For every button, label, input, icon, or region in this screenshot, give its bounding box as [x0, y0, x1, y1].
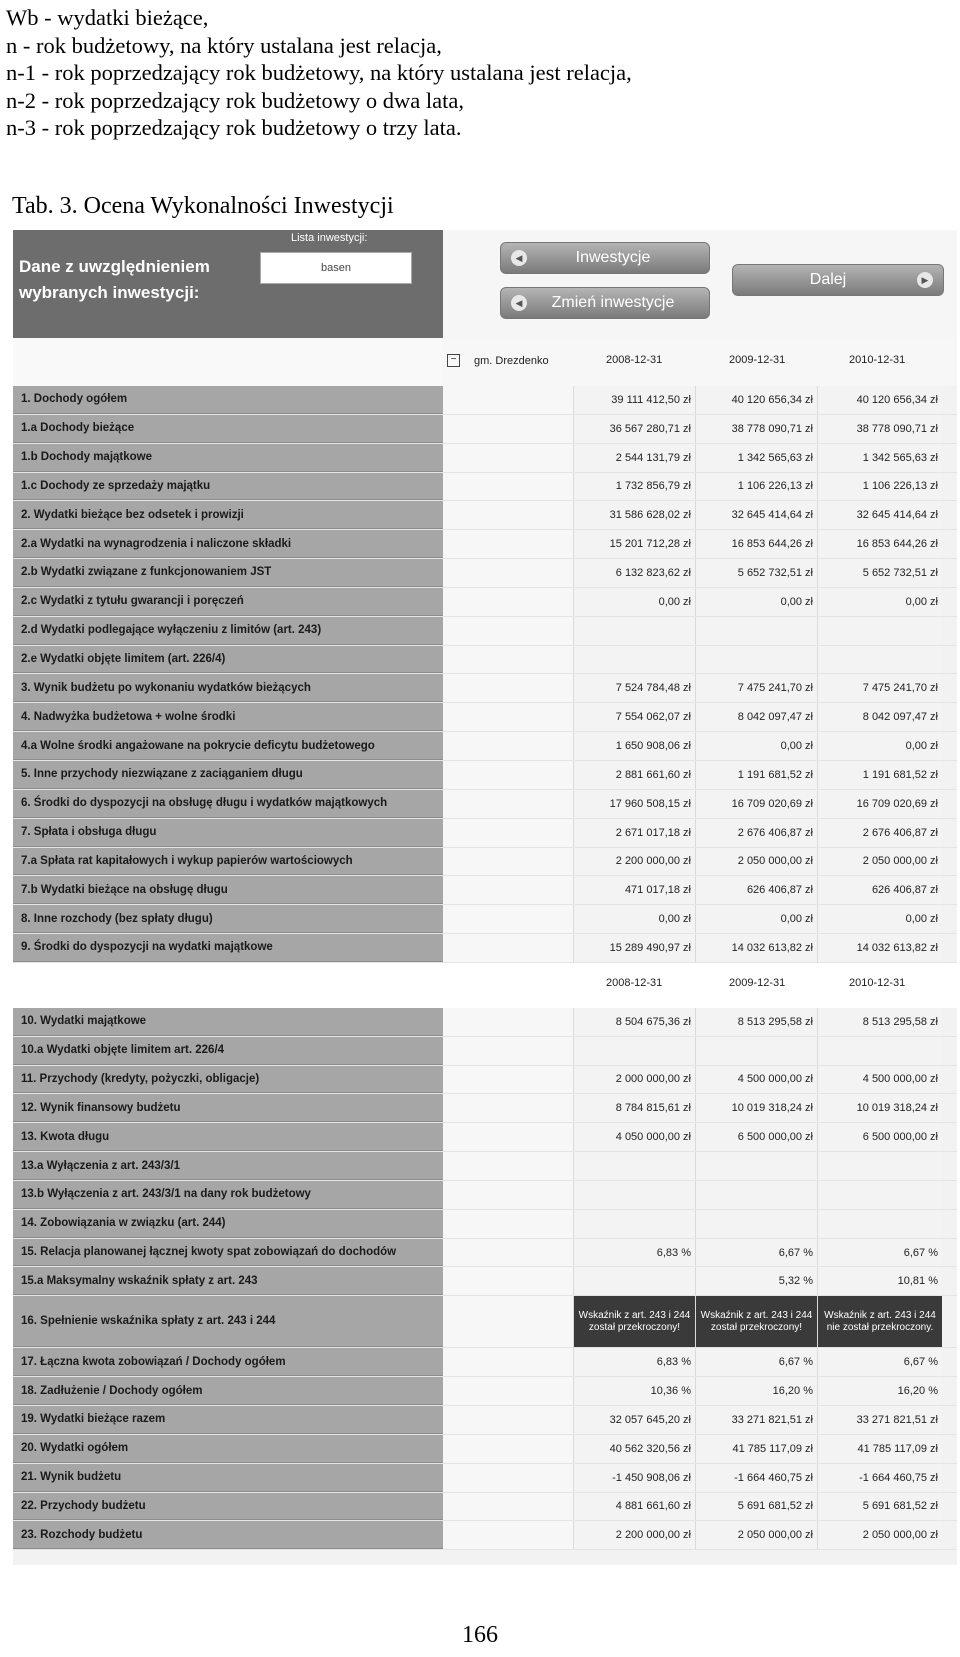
table-row: [13, 588, 957, 617]
date-header: 2009-12-31: [729, 354, 786, 366]
row-value: [573, 646, 695, 674]
table-row: [13, 530, 957, 559]
row-value: 6 500 000,00 zł: [817, 1123, 942, 1151]
row-value: 5 691 681,52 zł: [817, 1493, 942, 1521]
table-row: [13, 1464, 957, 1493]
table-row: [13, 1239, 957, 1268]
row-value: 10,81 %: [817, 1267, 942, 1295]
table-row: [13, 761, 957, 790]
panel-title: Dane z uwzględnieniem wybranych inwestycji:: [19, 257, 210, 302]
row-label: 7.a Spłata rat kapitałowych i wykup papierów wartościowych: [13, 848, 443, 876]
table-row: [13, 1152, 957, 1181]
row-value: 16 709 020,69 zł: [695, 790, 817, 818]
row-value: [695, 617, 817, 645]
row-value: [817, 617, 942, 645]
row-value: 10 019 318,24 zł: [695, 1094, 817, 1122]
intro-line: n-2 - rok poprzedzający rok budżetowy o dwa lata,: [6, 87, 464, 113]
row-value: 14 032 613,82 zł: [817, 934, 942, 962]
row-label: 9. Środki do dyspozycji na wydatki majątkowe: [13, 934, 443, 962]
row-value: 5 652 732,51 zł: [817, 559, 942, 587]
next-button-label: Dalej: [809, 271, 847, 288]
row-value: 5 691 681,52 zł: [695, 1493, 817, 1521]
table-row: [13, 1267, 957, 1296]
row-value: 8 784 815,61 zł: [573, 1094, 695, 1122]
row-value: 16 853 644,26 zł: [695, 530, 817, 558]
row-value: 4 050 000,00 zł: [573, 1123, 695, 1151]
date-header: 2009-12-31: [729, 976, 786, 989]
date-header: 2008-12-31: [606, 354, 663, 366]
table-row: [13, 674, 957, 703]
row-value: [695, 1152, 817, 1180]
row-value: 8 513 295,58 zł: [817, 1008, 942, 1036]
row-value: 2 881 661,60 zł: [573, 761, 695, 789]
row-label: 12. Wynik finansowy budżetu: [13, 1094, 443, 1122]
table-subheader: [13, 963, 957, 1008]
row-value: 38 778 090,71 zł: [695, 415, 817, 443]
row-label: 1.a Dochody bieżące: [13, 415, 443, 443]
row-value: 8 513 295,58 zł: [695, 1008, 817, 1036]
intro-line: n - rok budżetowy, na który ustalana jest relacja,: [6, 32, 442, 58]
row-value: [573, 1181, 695, 1209]
row-value: 626 406,87 zł: [817, 876, 942, 904]
row-value: 626 406,87 zł: [695, 876, 817, 904]
table-row: [13, 790, 957, 819]
row-value: [817, 1152, 942, 1180]
intro-line: n-3 - rok poprzedzający rok budżetowy o trzy lata.: [6, 115, 462, 140]
row-value: 39 111 412,50 zł: [573, 386, 695, 414]
row-label: 16. Spełnienie wskaźnika spłaty z art. 243 i 244: [13, 1296, 443, 1347]
rows-group-summary: [13, 1348, 957, 1550]
date-header: 2010-12-31: [849, 354, 906, 366]
row-value: 0,00 zł: [695, 732, 817, 760]
row-value: 40 120 656,34 zł: [695, 386, 817, 414]
table-row: [13, 1406, 957, 1435]
row-label: 2.b Wydatki związane z funkcjonowaniem JST: [13, 559, 443, 587]
row-value: 16,20 %: [817, 1377, 942, 1405]
row-value: 15 289 490,97 zł: [573, 934, 695, 962]
table-row: [13, 1377, 957, 1406]
row-value: [817, 1210, 942, 1238]
investments-button[interactable]: [500, 242, 710, 274]
row-value: 10,36 %: [573, 1377, 695, 1405]
intro-text: [6, 4, 906, 142]
row-label: 7. Spłata i obsługa długu: [13, 819, 443, 847]
row-value: 40 120 656,34 zł: [817, 386, 942, 414]
row-value: 2 050 000,00 zł: [817, 1521, 942, 1549]
row-value: 36 567 280,71 zł: [573, 415, 695, 443]
date-header: 2008-12-31: [606, 976, 663, 989]
row-value: 1 342 565,63 zł: [817, 444, 942, 472]
date-header: 2010-12-31: [849, 976, 906, 989]
table-row: [13, 1008, 957, 1037]
row-value: 16 709 020,69 zł: [817, 790, 942, 818]
row-value: 33 271 821,51 zł: [817, 1406, 942, 1434]
row-value: 2 050 000,00 zł: [695, 1521, 817, 1549]
row-label: 19. Wydatki bieżące razem: [13, 1406, 443, 1434]
table-row: [13, 1521, 957, 1550]
row-label: 13.b Wyłączenia z art. 243/3/1 na dany rok budżetowy: [13, 1181, 443, 1209]
row-value: 10 019 318,24 zł: [817, 1094, 942, 1122]
table-row: [13, 1094, 957, 1123]
row-value: 1 191 681,52 zł: [695, 761, 817, 789]
row-value: 32 645 414,64 zł: [817, 501, 942, 529]
row-value: 6 132 823,62 zł: [573, 559, 695, 587]
row-label: 1.c Dochody ze sprzedaży majątku: [13, 473, 443, 501]
filter-panel: [13, 230, 443, 338]
row-label: 1. Dochody ogółem: [13, 386, 443, 414]
table-row: [13, 1435, 957, 1464]
row-value: 6,83 %: [573, 1348, 695, 1376]
municipality-name: gm. Drezdenko: [474, 354, 549, 367]
row-value: 1 650 908,06 zł: [573, 732, 695, 760]
indicators-table: [13, 338, 957, 1550]
table-row: [13, 1210, 957, 1239]
table-row: [13, 386, 957, 415]
indicator-status: Wskaźnik z art. 243 i 244 został przekroczony!: [695, 1296, 817, 1347]
row-label: 10.a Wydatki objęte limitem art. 226/4: [13, 1037, 443, 1065]
row-label: 2.d Wydatki podlegające wyłączeniu z limitów (art. 243): [13, 617, 443, 645]
row-label: 11. Przychody (kredyty, pożyczki, obligacje): [13, 1066, 443, 1094]
row-label: 13.a Wyłączenia z art. 243/3/1: [13, 1152, 443, 1180]
row-value: [817, 1037, 942, 1065]
row-value: 6 500 000,00 zł: [695, 1123, 817, 1151]
row-label: 17. Łączna kwota zobowiązań / Dochody ogółem: [13, 1348, 443, 1376]
row-value: 38 778 090,71 zł: [817, 415, 942, 443]
row-value: 2 200 000,00 zł: [573, 848, 695, 876]
row-value: 16,20 %: [695, 1377, 817, 1405]
row-value: 32 057 645,20 zł: [573, 1406, 695, 1434]
row-label: 15. Relacja planowanej łącznej kwoty spat zobowiązań do dochodów: [13, 1239, 443, 1267]
row-label: 2.e Wydatki objęte limitem (art. 226/4): [13, 646, 443, 674]
row-value: 33 271 821,51 zł: [695, 1406, 817, 1434]
table-row: [13, 703, 957, 732]
table-row-16: [13, 1296, 957, 1348]
row-label: 2.a Wydatki na wynagrodzenia i naliczone składki: [13, 530, 443, 558]
row-value: 41 785 117,09 zł: [695, 1435, 817, 1463]
row-label: 5. Inne przychody niezwiązane z zaciąganiem długu: [13, 761, 443, 789]
row-value: 1 342 565,63 zł: [695, 444, 817, 472]
row-label: 1.b Dochody majątkowe: [13, 444, 443, 472]
table-row: [13, 905, 957, 934]
row-value: 5 652 732,51 zł: [695, 559, 817, 587]
row-value: 1 191 681,52 zł: [817, 761, 942, 789]
row-value: 0,00 zł: [817, 732, 942, 760]
page-number: 166: [462, 1622, 498, 1648]
row-label: 2. Wydatki bieżące bez odsetek i prowizji: [13, 501, 443, 529]
table-row: [13, 473, 957, 502]
table-row: [13, 934, 957, 963]
row-value: 2 000 000,00 zł: [573, 1066, 695, 1094]
row-value: 2 050 000,00 zł: [817, 848, 942, 876]
row-value: [695, 646, 817, 674]
row-value: [573, 1210, 695, 1238]
row-value: -1 450 908,06 zł: [573, 1464, 695, 1492]
row-label: 22. Przychody budżetu: [13, 1493, 443, 1521]
row-value: [817, 646, 942, 674]
table-row: [13, 444, 957, 473]
row-value: 1 106 226,13 zł: [695, 473, 817, 501]
intro-line: n-1 - rok poprzedzający rok budżetowy, na który ustalana jest relacja,: [6, 60, 632, 85]
row-value: 16 853 644,26 zł: [817, 530, 942, 558]
table-row: [13, 848, 957, 877]
row-value: 2 676 406,87 zł: [695, 819, 817, 847]
arrow-right-icon: ▶: [917, 272, 933, 288]
row-label: 4.a Wolne środki angażowane na pokrycie deficytu budżetowego: [13, 732, 443, 760]
table-row: [13, 415, 957, 444]
row-value: 4 881 661,60 zł: [573, 1493, 695, 1521]
investment-list-select[interactable]: basen: [260, 252, 412, 284]
table-row: [13, 1037, 957, 1066]
row-value: 6,67 %: [695, 1348, 817, 1376]
row-value: 17 960 508,15 zł: [573, 790, 695, 818]
row-value: 6,67 %: [817, 1348, 942, 1376]
table-row: [13, 1348, 957, 1377]
table-row: [13, 1123, 957, 1152]
row-value: 0,00 zł: [695, 588, 817, 616]
collapse-icon[interactable]: −: [447, 354, 460, 367]
row-value: 5,32 %: [695, 1267, 817, 1295]
row-value: [573, 1267, 695, 1295]
table-row: [13, 732, 957, 761]
row-value: 40 562 320,56 zł: [573, 1435, 695, 1463]
row-label: 2.c Wydatki z tytułu gwarancji i poręczeń: [13, 588, 443, 616]
row-value: -1 664 460,75 zł: [695, 1464, 817, 1492]
row-label: 10. Wydatki majątkowe: [13, 1008, 443, 1036]
row-value: 7 524 784,48 zł: [573, 674, 695, 702]
row-value: 15 201 712,28 zł: [573, 530, 695, 558]
table-row: [13, 1493, 957, 1522]
table-row: [13, 1181, 957, 1210]
row-value: 8 042 097,47 zł: [817, 703, 942, 731]
table-header: [13, 338, 957, 386]
indicator-status: Wskaźnik z art. 243 i 244 nie został przekroczony.: [817, 1296, 942, 1347]
arrow-left-icon: ◀: [511, 295, 527, 311]
change-investments-button[interactable]: [500, 287, 710, 319]
row-value: [695, 1181, 817, 1209]
row-value: 0,00 zł: [695, 905, 817, 933]
row-label: 21. Wynik budżetu: [13, 1464, 443, 1492]
row-label: 15.a Maksymalny wskaźnik spłaty z art. 243: [13, 1267, 443, 1295]
table-row: [13, 876, 957, 905]
row-value: 2 671 017,18 zł: [573, 819, 695, 847]
row-label: 4. Nadwyżka budżetowa + wolne środki: [13, 703, 443, 731]
investment-list-label: Lista inwestycji:: [291, 232, 368, 244]
rows-group-capital: [13, 1008, 957, 1296]
row-value: 1 732 856,79 zł: [573, 473, 695, 501]
change-investments-button-label: Zmień inwestycje: [551, 294, 675, 311]
arrow-left-icon: ◀: [511, 250, 527, 266]
row-value: [573, 1152, 695, 1180]
row-value: 7 475 241,70 zł: [817, 674, 942, 702]
row-value: 0,00 zł: [817, 905, 942, 933]
row-label: 6. Środki do dyspozycji na obsługę długu i wydatków majątkowych: [13, 790, 443, 818]
row-value: 8 504 675,36 zł: [573, 1008, 695, 1036]
row-value: 471 017,18 zł: [573, 876, 695, 904]
row-label: 8. Inne rozchody (bez spłaty długu): [13, 905, 443, 933]
intro-line: Wb - wydatki bieżące,: [6, 5, 209, 30]
row-value: 0,00 zł: [573, 905, 695, 933]
row-value: 2 544 131,79 zł: [573, 444, 695, 472]
investments-button-label: Inwestycje: [575, 249, 651, 266]
row-value: 4 500 000,00 zł: [817, 1066, 942, 1094]
row-value: 31 586 628,02 zł: [573, 501, 695, 529]
row-value: [695, 1210, 817, 1238]
row-value: 2 050 000,00 zł: [695, 848, 817, 876]
next-button[interactable]: [732, 264, 944, 296]
row-value: 0,00 zł: [573, 588, 695, 616]
row-value: 7 554 062,07 zł: [573, 703, 695, 731]
row-value: 14 032 613,82 zł: [695, 934, 817, 962]
table-row: [13, 559, 957, 588]
row-value: [573, 1037, 695, 1065]
row-value: [817, 1181, 942, 1209]
row-value: 0,00 zł: [817, 588, 942, 616]
table-row: [13, 501, 957, 530]
rows-group-current: [13, 386, 957, 963]
row-label: 13. Kwota długu: [13, 1123, 443, 1151]
row-value: 6,83 %: [573, 1239, 695, 1267]
row-value: 32 645 414,64 zł: [695, 501, 817, 529]
row-value: 1 106 226,13 zł: [817, 473, 942, 501]
investment-app-screenshot: [13, 230, 957, 1565]
row-label: 18. Zadłużenie / Dochody ogółem: [13, 1377, 443, 1405]
row-value: [573, 617, 695, 645]
row-label: 23. Rozchody budżetu: [13, 1521, 443, 1549]
row-label: 3. Wynik budżetu po wykonaniu wydatków bieżących: [13, 674, 443, 702]
row-label: 14. Zobowiązania w związku (art. 244): [13, 1210, 443, 1238]
row-value: -1 664 460,75 zł: [817, 1464, 942, 1492]
table-row: [13, 1066, 957, 1095]
table-row: [13, 646, 957, 675]
row-value: 8 042 097,47 zł: [695, 703, 817, 731]
row-label: 20. Wydatki ogółem: [13, 1435, 443, 1463]
row-value: 2 200 000,00 zł: [573, 1521, 695, 1549]
row-value: 2 676 406,87 zł: [817, 819, 942, 847]
row-value: 4 500 000,00 zł: [695, 1066, 817, 1094]
row-value: 6,67 %: [695, 1239, 817, 1267]
row-value: 7 475 241,70 zł: [695, 674, 817, 702]
row-value: [695, 1037, 817, 1065]
indicator-status: Wskaźnik z art. 243 i 244 został przekroczony!: [573, 1296, 695, 1347]
table-row: [13, 617, 957, 646]
row-value: 41 785 117,09 zł: [817, 1435, 942, 1463]
municipality-header[interactable]: [447, 354, 549, 367]
table-row: [13, 819, 957, 848]
row-value: 6,67 %: [817, 1239, 942, 1267]
row-label: 7.b Wydatki bieżące na obsługę długu: [13, 876, 443, 904]
table-caption: Tab. 3. Ocena Wykonalności Inwestycji: [12, 193, 394, 219]
